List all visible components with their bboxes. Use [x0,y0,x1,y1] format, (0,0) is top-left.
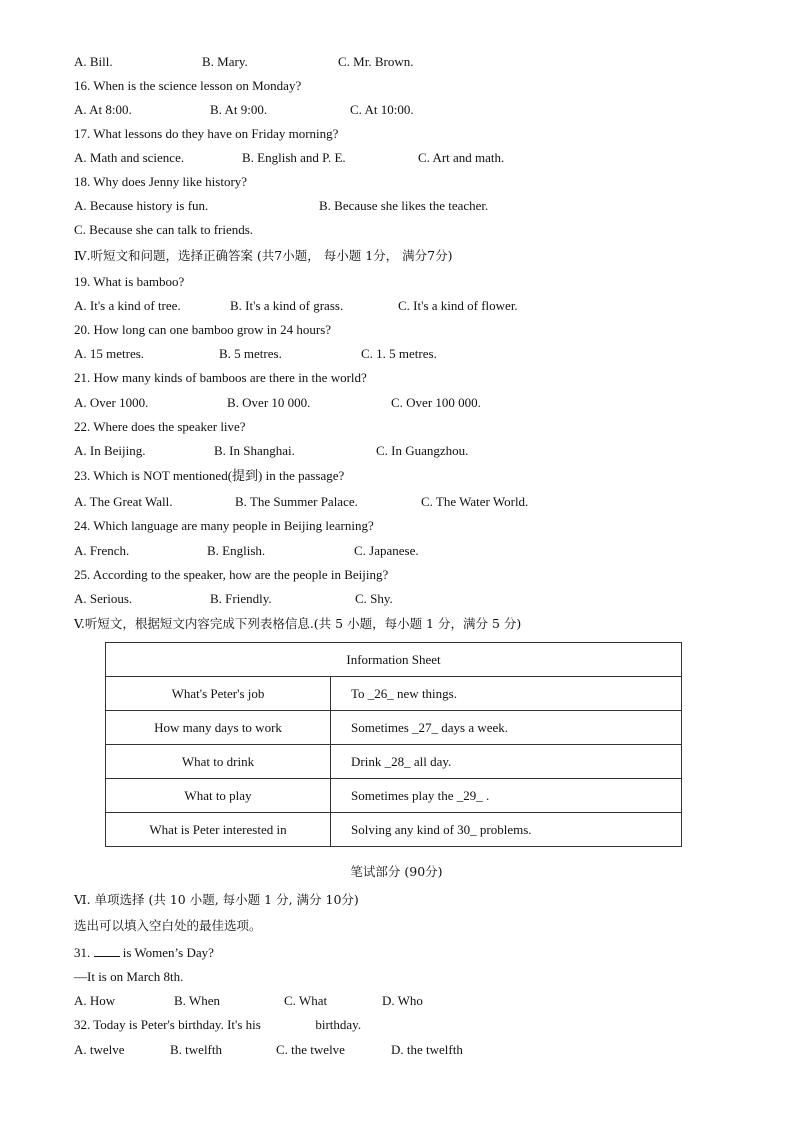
question-23: 23. Which is NOT mentioned(提到) in the passage? [74,468,345,483]
option-23c: C. The Water World. [421,494,529,509]
question-31-number: 31. [74,945,91,960]
row-answer: Drink _28_ all day. [331,745,682,779]
option-31a: A. How [74,993,116,1008]
option-20b: B. 5 metres. [219,346,282,361]
table-row [106,779,682,813]
option-32c: C. the twelve [276,1042,345,1057]
option-21a: A. Over 1000. [74,395,149,410]
option-21b: B. Over 10 000. [227,395,311,410]
option-24a: A. French. [74,543,130,558]
question-22: 22. Where does the speaker live? [74,419,246,434]
row-question: How many days to work [106,711,331,745]
question-20: 20. How long can one bamboo grow in 24 hours? [74,322,332,337]
question-25: 25. According to the speaker, how are the people in Beijing? [74,567,389,582]
option-22b: B. In Shanghai. [214,443,295,458]
table-row [106,745,682,779]
option-16c: C. At 10:00. [350,102,414,117]
option-21c: C. Over 100 000. [391,395,481,410]
option-16a: A. At 8:00. [74,102,132,117]
section-5-heading: V.听短文，根据短文内容完成下列表格信息.(共 5 小题，每小题 1 分，满分 5 分) [74,616,522,631]
question-32 [74,1017,361,1033]
option-18c: C. Because she can talk to friends. [74,222,254,237]
option-19b: B. It's a kind of grass. [230,298,344,313]
question-19: 19. What is bamboo? [74,274,185,289]
row-answer: Solving any kind of 30_ problems. [331,813,682,847]
table-row [106,813,682,847]
row-answer: To _26_ new things. [331,677,682,711]
option-19c: C. It's a kind of flower. [398,298,518,313]
question-16: 16. When is the science lesson on Monday? [74,78,302,93]
question-31-reply: —It is on March 8th. [74,969,184,984]
option-25b: B. Friendly. [210,591,272,606]
table-header-row [106,643,682,677]
option-31b: B. When [174,993,220,1008]
option-15a: A. Bill. [74,54,113,69]
question-32-stem-start: 32. Today is Peter's birthday. It's his [74,1017,261,1032]
question-18: 18. Why does Jenny like history? [74,174,248,189]
option-24c: C. Japanese. [354,543,419,558]
option-18a: A. Because history is fun. [74,198,209,213]
option-22c: C. In Guangzhou. [376,443,469,458]
option-31c: C. What [284,993,328,1008]
question-21: 21. How many kinds of bamboos are there in the world? [74,370,367,385]
row-answer: Sometimes _27_ days a week. [331,711,682,745]
option-32a: A. twelve [74,1042,125,1057]
row-question: What to drink [106,745,331,779]
question-24: 24. Which language are many people in Beijing learning? [74,518,374,533]
option-20c: C. 1. 5 metres. [361,346,437,361]
section-6-instruction: 选出可以填入空白处的最佳选项。 [74,918,262,933]
option-22a: A. In Beijing. [74,443,146,458]
written-part-title: 笔试部分 (90分) [350,864,443,879]
option-31d: D. Who [382,993,423,1008]
table-title: Information Sheet [106,643,682,677]
option-16b: B. At 9:00. [210,102,268,117]
section-4-heading: Ⅳ.听短文和问题，选择正确答案 (共7小题， 每小题 1分， 满分7分) [74,248,453,263]
option-17a: A. Math and science. [74,150,185,165]
option-23b: B. The Summer Palace. [235,494,358,509]
question-32-stem-end: birthday. [315,1017,362,1032]
question-31 [74,945,214,961]
option-25a: A. Serious. [74,591,133,606]
table-row [106,711,682,745]
row-question: What is Peter interested in [106,813,331,847]
option-17c: C. Art and math. [418,150,505,165]
option-32d: D. the twelfth [391,1042,463,1057]
row-question: What to play [106,779,331,813]
information-sheet-table [105,642,682,847]
option-32b: B. twelfth [170,1042,222,1057]
row-question: What's Peter's job [106,677,331,711]
option-25c: C. Shy. [355,591,393,606]
question-17: 17. What lessons do they have on Friday morning? [74,126,339,141]
question-31-stem: is Women’s Day? [122,945,214,960]
option-15c: C. Mr. Brown. [338,54,414,69]
option-15b: B. Mary. [202,54,248,69]
option-18b: B. Because she likes the teacher. [319,198,489,213]
answer-blank [94,945,120,957]
option-23a: A. The Great Wall. [74,494,173,509]
option-17b: B. English and P. E. [242,150,346,165]
row-answer: Sometimes play the _29_ . [331,779,682,813]
option-24b: B. English. [207,543,266,558]
option-19a: A. It's a kind of tree. [74,298,181,313]
option-20a: A. 15 metres. [74,346,145,361]
table-row [106,677,682,711]
answer-blank [264,1018,312,1029]
section-6-heading: Ⅵ. 单项选择 (共 10 小题, 每小题 1 分, 满分 10分) [74,892,359,907]
